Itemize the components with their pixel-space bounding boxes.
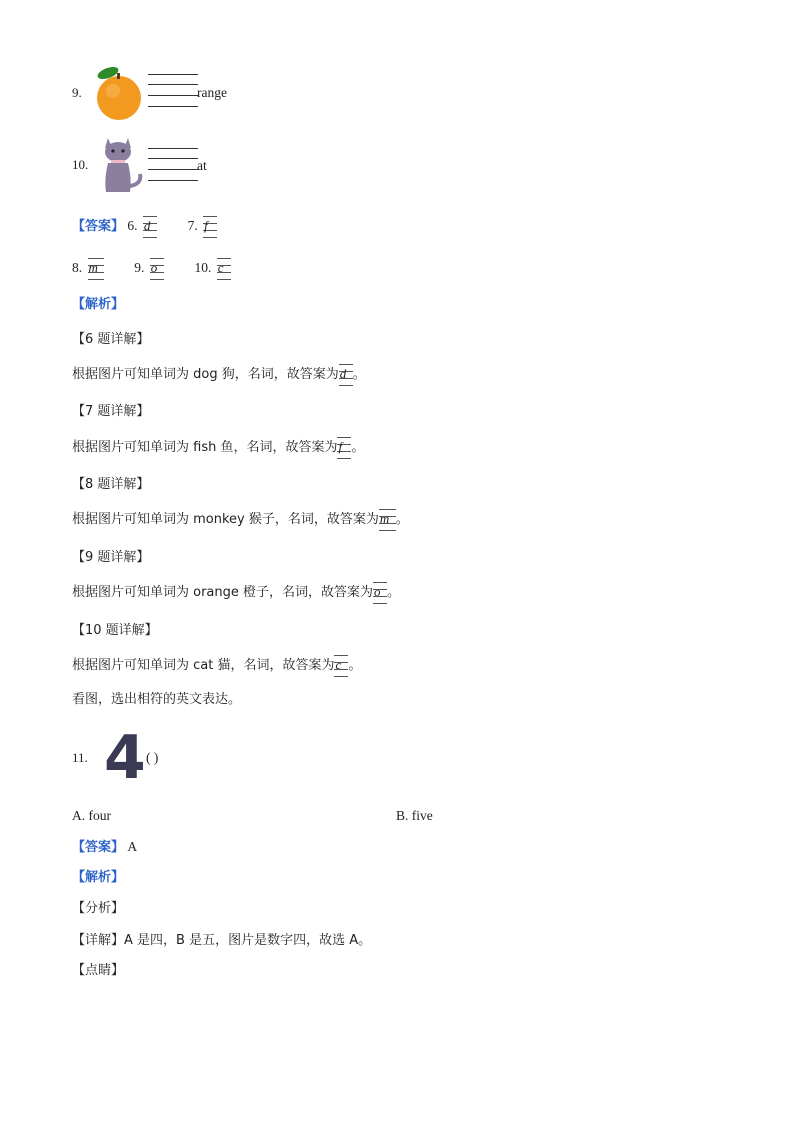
detail-8-heading: 【8 题详解】 bbox=[72, 477, 150, 492]
answer-line-2 bbox=[72, 258, 233, 280]
question-10-number: 10. bbox=[72, 157, 89, 172]
q11-detail-line bbox=[72, 931, 371, 950]
detail-9-heading: 【9 题详解】 bbox=[72, 550, 150, 565]
q11-answer-value: A bbox=[127, 839, 138, 854]
q11-analysis-tag: 【解析】 bbox=[72, 870, 125, 885]
detail-7-answer: f bbox=[337, 437, 351, 459]
answer-8-letter: m bbox=[88, 258, 104, 280]
q11-dianjing-heading: 【点睛】 bbox=[72, 963, 125, 978]
answer-7-letter: f bbox=[203, 216, 217, 238]
instruction-text: 看图，选出相符的英文表达。 bbox=[72, 692, 242, 707]
detail-8-answer: m bbox=[379, 509, 396, 531]
answer-tag: 【答案】 bbox=[72, 219, 125, 235]
detail-9-text: 根据图片可知单词为 orange 橙子，名词，故答案为 o 。 bbox=[72, 582, 400, 604]
option-b[interactable]: B. five bbox=[396, 808, 433, 823]
detail-8-text: 根据图片可知单词为 monkey 猴子，名词，故答案为 m 。 bbox=[72, 509, 409, 531]
writing-lines-9[interactable] bbox=[148, 74, 198, 108]
question-9-number: 9. bbox=[72, 85, 82, 100]
q11-answer-line bbox=[72, 838, 137, 857]
cat-picture bbox=[96, 134, 146, 196]
detail-6-heading: 【6 题详解】 bbox=[72, 332, 150, 347]
orange-icon bbox=[90, 64, 146, 122]
detail-7-heading: 【7 题详解】 bbox=[72, 404, 150, 419]
answer-line-1 bbox=[72, 216, 219, 238]
detail-9-answer: o bbox=[373, 582, 387, 604]
answer-10-letter: c bbox=[217, 258, 231, 280]
detail-6-text: 根据图片可知单词为 dog 狗，名词，故答案为 d 。 bbox=[72, 364, 366, 386]
question-10-word-suffix: at bbox=[197, 158, 207, 173]
detail-10-heading: 【10 题详解】 bbox=[72, 623, 158, 638]
cat-icon bbox=[96, 134, 146, 196]
answer-6-number: 6. bbox=[127, 218, 138, 234]
detail-6-answer: d bbox=[339, 364, 353, 386]
detail-7-text: 根据图片可知单词为 fish 鱼，名词，故答案为 f 。 bbox=[72, 437, 364, 459]
analysis-tag: 【解析】 bbox=[72, 297, 125, 312]
answer-paren[interactable]: ( ) bbox=[146, 750, 159, 765]
answer-6-letter: d bbox=[143, 216, 157, 238]
question-11-number: 11. bbox=[72, 750, 88, 765]
writing-lines-10[interactable] bbox=[148, 148, 198, 182]
option-a[interactable]: A. four bbox=[72, 808, 111, 823]
answer-7-number: 7. bbox=[187, 218, 198, 234]
detail-10-answer: c bbox=[334, 655, 348, 677]
q11-detail-text: A 是四，B 是五，图片是数字四，故选 A。 bbox=[124, 933, 372, 948]
answer-10-number: 10. bbox=[194, 260, 212, 276]
q11-detail-tag: 【详解】 bbox=[72, 933, 125, 948]
q11-answer-tag: 【答案】 bbox=[72, 840, 125, 855]
answer-9-number: 9. bbox=[134, 260, 145, 276]
orange-picture bbox=[90, 64, 146, 122]
digit-four-image: 4 bbox=[104, 723, 146, 793]
detail-10-text: 根据图片可知单词为 cat 猫，名词，故答案为 c 。 bbox=[72, 655, 362, 677]
answer-8-number: 8. bbox=[72, 260, 83, 276]
q11-fenxi-heading: 【分析】 bbox=[72, 901, 125, 916]
question-9-word-suffix: range bbox=[197, 85, 227, 100]
answer-9-letter: o bbox=[150, 258, 164, 280]
